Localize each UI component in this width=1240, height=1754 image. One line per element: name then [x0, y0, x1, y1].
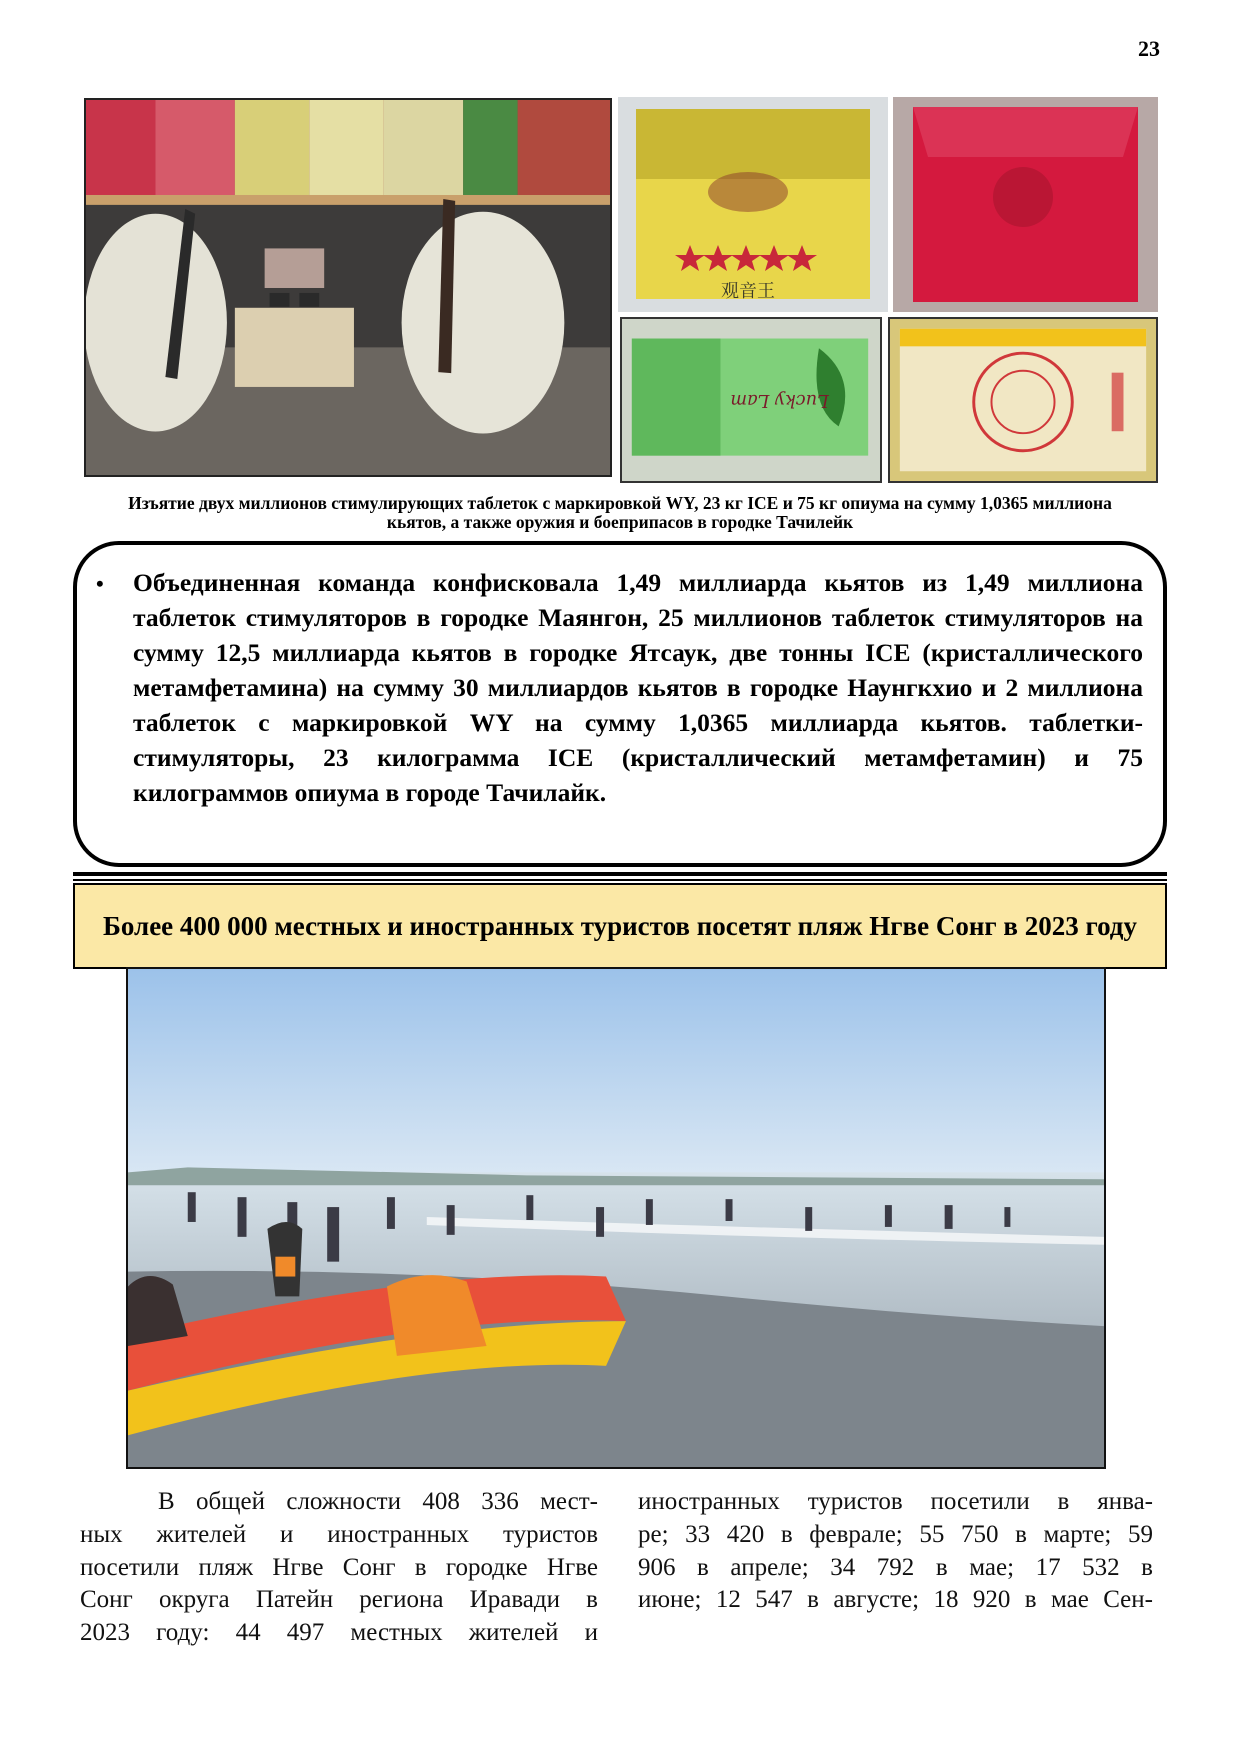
article-line: июне; 12 547 в августе; 18 920 в мае Сен- [638, 1586, 1153, 1614]
article-line: посетили пляж Нгве Сонг в городке Нгве [80, 1553, 598, 1581]
article-headline-text: Более 400 000 местных и иностранных туристов посетят пляж Нгве Сонг в 2023 году [103, 911, 1137, 941]
article-line: В общей сложности 408 336 мест- [158, 1488, 598, 1515]
divider-thin [73, 879, 1167, 881]
page-number: 23 [1138, 36, 1160, 61]
photo-seized-goods [84, 98, 612, 477]
article-line: 906 в апреле; 34 792 в мае; 17 532 в [638, 1553, 1153, 1581]
article-column-right [638, 1486, 1153, 1617]
divider-thick [73, 872, 1167, 876]
article-line: Сонг округа Патейн региона Иравади в [80, 1586, 598, 1614]
bullet-marker: • [96, 571, 104, 596]
article-line: 2023 году: 44 497 местных жителей и [80, 1619, 598, 1647]
photo-beach [126, 967, 1106, 1469]
bullet-text: Объединенная команда конфисковала 1,49 миллиарда кьятов из 1,49 миллиона таблеток стимуляторов в городке Маянгон, 25 миллионов таблеток стимуляторов на сумму 12,5 миллиарда кьятов в городке Ятсаук, две тонны ICE (кристаллического метамфетамина) на сумму 30 миллиардов кьятов в городке Наунгкхио и 2 миллиона таблеток с маркировкой WY на сумму 1,0365 миллиарда кьятов. таблетки-стимуляторы, 23 килограмма ICE (кристаллический метамфетамин) и 75 килограммов опиума в городе Тачилайк. [133, 568, 1143, 807]
article-line: ре; 33 420 в феврале; 55 750 в марте; 59 [638, 1520, 1153, 1548]
photo-caption: Изъятие двух миллионов стимулирующих таблеток с маркировкой WY, 23 кг ICE и 75 кг опиума на сумму 1,0365 миллиона кьятов, а также оружия и боеприпасов в городке Тачилейк [128, 493, 1112, 532]
gold-package-print: 观音王 [721, 281, 775, 302]
article-column-left [80, 1486, 598, 1650]
article-headline [73, 883, 1167, 969]
photo-yellow-package [888, 317, 1158, 483]
photo-red-package [893, 97, 1158, 312]
article-line: ных жителей и иностранных туристов [80, 1520, 598, 1548]
green-package-print: Lucky Lam [730, 390, 829, 411]
photo-gold-package [618, 97, 888, 312]
article-line: иностранных туристов посетили в янва- [638, 1488, 1153, 1515]
photo-green-package [620, 317, 882, 483]
